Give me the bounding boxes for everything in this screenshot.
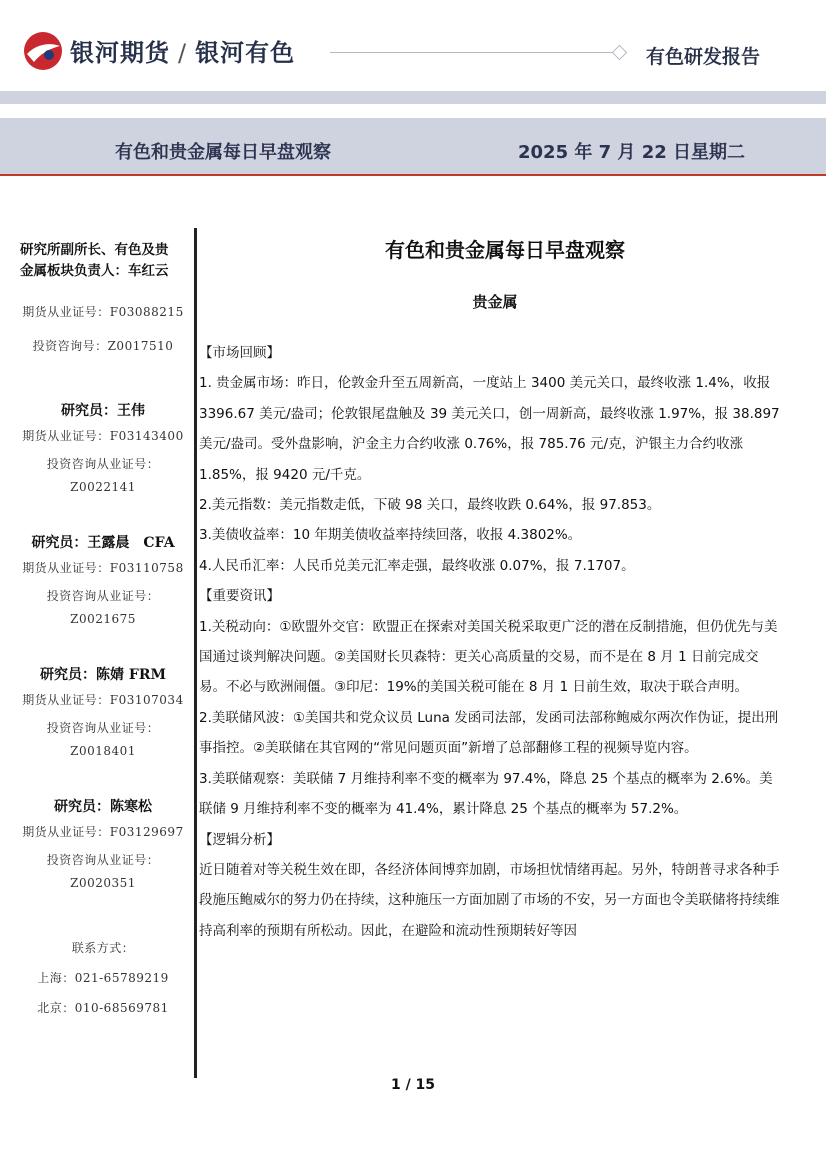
head-license: 期货从业证号：F03088215 xyxy=(22,305,184,319)
sidebar-divider xyxy=(194,228,197,1078)
report-body xyxy=(199,338,784,946)
paragraph: 1.关税动向：①欧盟外交官：欧盟正在探索对美国关税采取更广泛的潜在反制措施，但仍优先与美国通过谈判解决问题。②美国财长贝森特：更关心高质量的交易，而不是在 8 月 1 日前完成交易。不必与欧洲闹僵。③印尼：19%的美国关税可能在 8 月 1 日前生效，取决于联合声明。 xyxy=(199,618,778,696)
diamond-icon xyxy=(612,45,628,61)
researcher-consult-label: 投资咨询从业证号： xyxy=(46,721,160,735)
paragraph: 1. 贵金属市场：昨日，伦敦金升至五周新高，一度站上 3400 美元关口，最终收涨 1.4%，收报 3396.67 美元/盎司；伦敦银尾盘触及 39 美元关口，创一周新高，最终收涨 1.97%，报 38.897 美元/盎司。受外盘影响，沪金主力合约收涨 0.76%，报 785.76 元/克，沪银主力合约收涨 1.85%，报 9420 元/千克。 xyxy=(199,375,780,483)
header-rule xyxy=(330,52,620,53)
brand-sub: 银河有色 xyxy=(195,39,296,67)
galaxy-logo-icon xyxy=(22,30,64,72)
paragraph: 2.美元指数：美元指数走低，下破 98 关口，最终收跌 0.64%，报 97.853。 xyxy=(199,497,661,514)
researcher-consult-no: Z0020351 xyxy=(70,876,136,890)
researcher-license: 期货从业证号：F03129697 xyxy=(22,825,184,839)
contact-beijing: 北京：010-68569781 xyxy=(37,1001,169,1015)
brand-divider: / xyxy=(178,39,188,67)
paragraph: 3.美联储观察：美联储 7 月维持利率不变的概率为 97.4%，降息 25 个基点的概率为 2.6%。美联储 9 月维持利率不变的概率为 41.4%，累计降息 25 个基点的概率为 57.2%。 xyxy=(199,770,773,818)
researcher-consult-no: Z0022141 xyxy=(70,480,136,494)
researcher-consult-label: 投资咨询从业证号： xyxy=(46,853,160,867)
author-sidebar xyxy=(12,240,194,1023)
section-title: 贵金属 xyxy=(472,293,518,311)
researcher-name: 研究员：陈婧 FRM xyxy=(40,667,166,683)
researcher-consult-no: Z0018401 xyxy=(70,744,136,758)
contact-shanghai: 上海：021-65789219 xyxy=(37,971,169,985)
brand xyxy=(70,33,295,68)
researcher-consult-label: 投资咨询从业证号： xyxy=(46,457,160,471)
paragraph: 近日随着对等关税生效在即，各经济体间博弈加剧，市场担忧情绪再起。另外，特朗普寻求各种手段施压鲍威尔的努力仍在持续，这种施压一方面加剧了市场的不安，另一方面也令美联储将持续维持高利率的预期有所松动。因此，在避险和流动性预期转好等因 xyxy=(199,861,780,939)
paragraph: 3.美债收益率：10 年期美债收益率持续回落，收报 4.3802%。 xyxy=(199,527,582,544)
paragraph: 4.人民币汇率：人民币兑美元汇率走强，最终收涨 0.07%，报 7.1707。 xyxy=(199,557,635,574)
document-title: 有色和贵金属每日早盘观察 xyxy=(385,238,625,262)
brand-name: 银河期货 xyxy=(70,39,170,67)
band-title: 有色和贵金属每日早盘观察 xyxy=(115,142,331,163)
head-line-1: 研究所副所长、有色及贵 xyxy=(20,242,169,258)
researcher-license: 期货从业证号：F03110758 xyxy=(22,561,184,575)
researcher-name: 研究员：王伟 xyxy=(61,403,145,419)
head-consult: 投资咨询号：Z0017510 xyxy=(32,339,174,353)
report-type: 有色研发报告 xyxy=(646,46,761,68)
researcher-consult-no: Z0021675 xyxy=(70,612,136,626)
researcher-license: 期货从业证号：F03143400 xyxy=(22,429,184,443)
paragraph: 【市场回顾】 xyxy=(199,345,280,361)
header-band-rule xyxy=(0,174,826,176)
researcher-consult-label: 投资咨询从业证号： xyxy=(46,589,160,603)
researcher-name: 研究员：王露晨 CFA xyxy=(31,535,175,551)
head-line-2: 金属板块负责人：车红云 xyxy=(20,263,169,279)
researcher-license: 期货从业证号：F03107034 xyxy=(22,693,184,707)
page-number: 1 / 15 xyxy=(390,1077,436,1093)
paragraph: 【逻辑分析】 xyxy=(199,831,280,848)
band-date: 2025 年 7 月 22 日星期二 xyxy=(518,142,746,163)
header-band-top xyxy=(0,91,826,104)
paragraph: 【重要资讯】 xyxy=(199,588,280,605)
paragraph: 2.美联储风波：①美国共和党众议员 Luna 发函司法部，发函司法部称鲍威尔两次作伪证，提出刑事指控。②美联储在其官网的“常见问题页面”新增了总部翻修工程的视频导览内容。 xyxy=(199,709,779,757)
contact-label: 联系方式： xyxy=(71,941,135,955)
researcher-name: 研究员：陈寒松 xyxy=(54,799,152,815)
